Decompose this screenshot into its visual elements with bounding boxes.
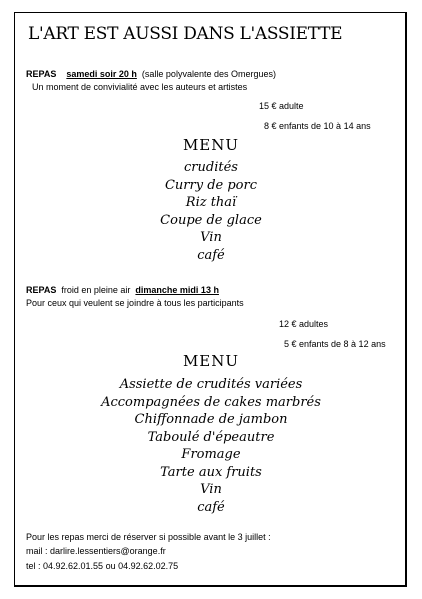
section1-menu-title: MENU <box>182 136 240 154</box>
section2-menu-item: Fromage <box>181 447 241 462</box>
section2-when: dimanche midi 13 h <box>135 285 219 295</box>
page-title: L'ART EST AUSSI DANS L'ASSIETTE <box>28 24 343 44</box>
section1-price-adult: 15 € adulte <box>259 101 304 111</box>
section2-menu-item: Assiette de crudités variées <box>119 377 303 392</box>
section2-menu-item: Vin <box>200 482 222 497</box>
section1-menu-item: Vin <box>200 230 222 246</box>
section1-header <box>26 69 276 79</box>
section1-menu-item: café <box>197 247 225 263</box>
section2-where: froid en pleine air <box>61 285 131 295</box>
section2-menu-item: Chiffonnade de jambon <box>134 412 288 427</box>
section1-when: samedi soir 20 h <box>66 69 137 79</box>
section1-description: Un moment de convivialité avec les auteurs et artistes <box>32 82 248 92</box>
section2-price-adult: 12 € adultes <box>279 319 329 329</box>
section2-description: Pour ceux qui veulent se joindre à tous les participants <box>26 298 244 308</box>
section2-menu-list <box>0 376 422 516</box>
section2-header <box>26 285 219 295</box>
section2-menu-item: Tarte aux fruits <box>160 464 262 480</box>
contact-tel: tel : 04.92.62.01.55 ou 04.92.62.02.75 <box>26 561 179 571</box>
section1-price-child: 8 € enfants de 10 à 14 ans <box>264 121 371 131</box>
section1-menu-item: crudités <box>184 160 238 175</box>
contact-mail: mail : darlire.lessentiers@orange.fr <box>26 546 166 556</box>
section1-menu-item: Coupe de glace <box>160 212 262 228</box>
section1-label: REPAS <box>26 69 57 79</box>
section2-label: REPAS <box>26 285 57 295</box>
section1-menu-item: Riz thaï <box>185 195 237 211</box>
reservation-note: Pour les repas merci de réserver si possible avant le 3 juillet : <box>26 532 271 542</box>
section2-menu-item: Accompagnées de cakes marbrés <box>101 394 321 410</box>
section2-menu-title: MENU <box>182 352 240 370</box>
section1-where: (salle polyvalente des Omergues) <box>141 69 276 79</box>
section1-menu-item: Curry de porc <box>164 177 257 193</box>
section1-menu-list <box>0 159 422 265</box>
section2-price-child: 5 € enfants de 8 à 12 ans <box>284 339 386 349</box>
section2-menu-item: café <box>197 499 225 515</box>
section2-menu-item: Taboulé d'épeautre <box>147 429 275 445</box>
